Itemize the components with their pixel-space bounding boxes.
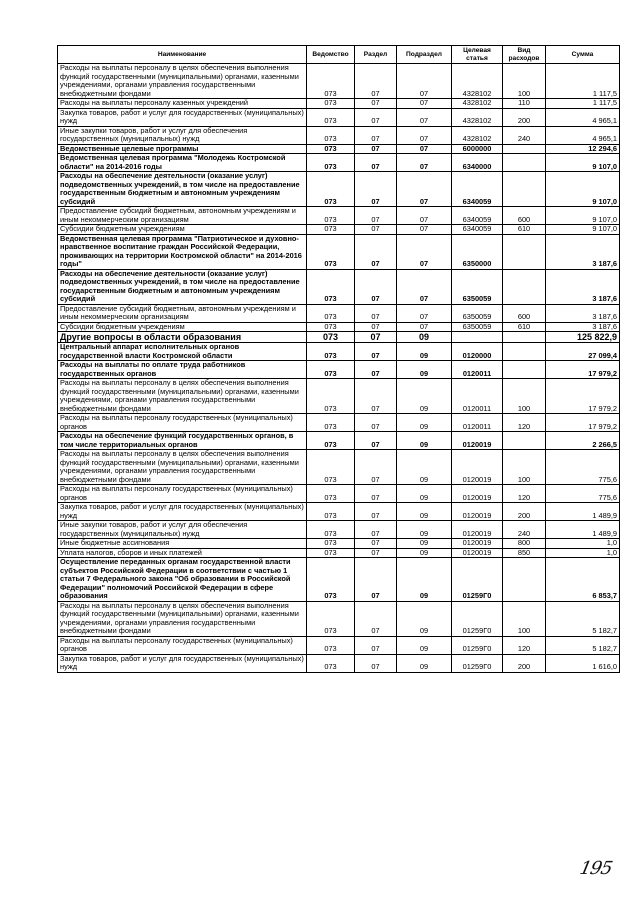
row-subsection: 09 [397, 432, 452, 450]
row-name: Расходы на выплаты персоналу в целях обеспечения выполнения функций государственными (муниципальными) органами, казенными учреждениями, органами управления государственными внебюджетными фондами [58, 379, 307, 414]
row-subsection: 07 [397, 99, 452, 109]
row-subsection: 07 [397, 225, 452, 235]
row-sum: 17 979,2 [546, 414, 620, 432]
header-expense-type: Вид расходов [503, 46, 546, 64]
row-department: 073 [307, 126, 355, 144]
row-section: 07 [355, 636, 397, 654]
row-sum: 125 822,9 [546, 332, 620, 343]
row-subsection: 09 [397, 361, 452, 379]
budget-table [57, 45, 620, 673]
row-name: Субсидии бюджетным учреждениям [58, 322, 307, 332]
header-subsection: Подраздел [397, 46, 452, 64]
row-name: Закупка товаров, работ и услуг для государственных (муниципальных) нужд [58, 108, 307, 126]
row-section: 07 [355, 304, 397, 322]
row-name: Другие вопросы в области образования [58, 332, 307, 343]
row-expense-type [503, 172, 546, 207]
row-sum: 1 117,5 [546, 99, 620, 109]
row-section: 07 [355, 322, 397, 332]
row-sum: 2 266,5 [546, 432, 620, 450]
row-target-article: 0120000 [452, 343, 503, 361]
row-name: Расходы на выплаты по оплате труда работников государственных органов [58, 361, 307, 379]
row-name: Иные закупки товаров, работ и услуг для обеспечения государственных (муниципальных) нужд [58, 521, 307, 539]
row-sum: 1,0 [546, 548, 620, 558]
row-expense-type [503, 361, 546, 379]
row-expense-type: 200 [503, 503, 546, 521]
row-subsection: 07 [397, 64, 452, 99]
row-section: 07 [355, 558, 397, 602]
row-target-article: 0120019 [452, 503, 503, 521]
row-target-article: 01259Г0 [452, 601, 503, 636]
row-department: 073 [307, 144, 355, 154]
row-name: Субсидии бюджетным учреждениям [58, 225, 307, 235]
row-name: Расходы на обеспечение функций государственных органов, в том числе территориальных органов [58, 432, 307, 450]
table-row [58, 414, 620, 432]
row-section: 07 [355, 654, 397, 672]
row-subsection: 07 [397, 126, 452, 144]
header-sum: Сумма [546, 46, 620, 64]
row-department: 073 [307, 636, 355, 654]
row-subsection: 09 [397, 332, 452, 343]
row-department: 073 [307, 304, 355, 322]
row-expense-type: 610 [503, 322, 546, 332]
row-section: 07 [355, 361, 397, 379]
row-target-article: 6340059 [452, 207, 503, 225]
row-sum: 17 979,2 [546, 361, 620, 379]
row-department: 073 [307, 225, 355, 235]
row-name: Ведомственная целевая программа "Молодежь Костромской области" на 2014-2016 годы [58, 154, 307, 172]
table-row [58, 304, 620, 322]
table-row [58, 636, 620, 654]
row-sum: 3 187,6 [546, 322, 620, 332]
row-name: Ведомственные целевые программы [58, 144, 307, 154]
row-name: Закупка товаров, работ и услуг для государственных (муниципальных) нужд [58, 654, 307, 672]
table-row [58, 99, 620, 109]
row-sum: 1 489,9 [546, 521, 620, 539]
row-name: Осуществление переданных органам государственной власти субъектов Российской Федерации в соответствии с частью 1 статьи 7 Федерального закона "Об образовании в Российской Федерации" полномочий Российской Федерации в сфере образования [58, 558, 307, 602]
row-department: 073 [307, 379, 355, 414]
row-target-article: 6350059 [452, 322, 503, 332]
row-target-article: 0120011 [452, 414, 503, 432]
row-name: Иные бюджетные ассигнования [58, 539, 307, 549]
row-name: Расходы на выплаты персоналу государственных (муниципальных) органов [58, 414, 307, 432]
row-department: 073 [307, 539, 355, 549]
table-row [58, 343, 620, 361]
row-section: 07 [355, 432, 397, 450]
row-section: 07 [355, 108, 397, 126]
header-department: Ведомство [307, 46, 355, 64]
row-sum: 9 107,0 [546, 207, 620, 225]
row-name: Расходы на выплаты персоналу казенных учреждений [58, 99, 307, 109]
header-section: Раздел [355, 46, 397, 64]
table-row [58, 154, 620, 172]
row-target-article: 0120019 [452, 450, 503, 485]
table-row [58, 654, 620, 672]
row-target-article: 0120011 [452, 379, 503, 414]
row-subsection: 09 [397, 379, 452, 414]
row-target-article: 4328102 [452, 108, 503, 126]
row-subsection: 09 [397, 636, 452, 654]
row-expense-type [503, 144, 546, 154]
row-name: Предоставление субсидий бюджетным, автономным учреждениям и иным некоммерческим организациям [58, 304, 307, 322]
row-department: 073 [307, 654, 355, 672]
row-department: 073 [307, 485, 355, 503]
table-row [58, 485, 620, 503]
row-subsection: 07 [397, 304, 452, 322]
row-name: Центральный аппарат исполнительных органов государственной власти Костромской области [58, 343, 307, 361]
table-row [58, 207, 620, 225]
row-subsection: 09 [397, 654, 452, 672]
table-row [58, 379, 620, 414]
row-target-article: 0120019 [452, 521, 503, 539]
row-target-article: 6000000 [452, 144, 503, 154]
row-sum: 1 489,9 [546, 503, 620, 521]
row-name: Предоставление субсидий бюджетным, автономным учреждениям и иным некоммерческим организациям [58, 207, 307, 225]
row-sum: 3 187,6 [546, 269, 620, 304]
row-subsection: 09 [397, 485, 452, 503]
table-row [58, 601, 620, 636]
row-section: 07 [355, 601, 397, 636]
row-department: 073 [307, 450, 355, 485]
row-section: 07 [355, 64, 397, 99]
row-expense-type: 200 [503, 654, 546, 672]
row-subsection: 07 [397, 144, 452, 154]
row-expense-type: 100 [503, 64, 546, 99]
row-target-article: 0120019 [452, 539, 503, 549]
row-expense-type: 100 [503, 379, 546, 414]
row-name: Иные закупки товаров, работ и услуг для обеспечения государственных (муниципальных) нужд [58, 126, 307, 144]
row-target-article: 01259Г0 [452, 636, 503, 654]
row-subsection: 07 [397, 322, 452, 332]
header-target-article: Целевая статья [452, 46, 503, 64]
row-sum: 6 853,7 [546, 558, 620, 602]
row-section: 07 [355, 450, 397, 485]
row-department: 073 [307, 269, 355, 304]
row-department: 073 [307, 172, 355, 207]
row-name: Уплата налогов, сборов и иных платежей [58, 548, 307, 558]
row-subsection: 09 [397, 548, 452, 558]
row-expense-type: 600 [503, 207, 546, 225]
row-sum: 5 182,7 [546, 636, 620, 654]
row-target-article: 6340000 [452, 154, 503, 172]
row-sum: 1 117,5 [546, 64, 620, 99]
row-section: 07 [355, 234, 397, 269]
row-subsection: 09 [397, 503, 452, 521]
row-expense-type: 240 [503, 521, 546, 539]
row-expense-type [503, 343, 546, 361]
row-section: 07 [355, 207, 397, 225]
row-sum: 5 182,7 [546, 601, 620, 636]
row-subsection: 09 [397, 521, 452, 539]
table-row [58, 503, 620, 521]
table-row [58, 234, 620, 269]
row-name: Расходы на выплаты персоналу государственных (муниципальных) органов [58, 485, 307, 503]
row-name: Расходы на выплаты персоналу в целях обеспечения выполнения функций государственными (муниципальными) органами, казенными учреждениями, органами управления государственными внебюджетными фондами [58, 64, 307, 99]
row-section: 07 [355, 539, 397, 549]
row-target-article [452, 332, 503, 343]
row-expense-type: 800 [503, 539, 546, 549]
table-row [58, 558, 620, 602]
table-row [58, 64, 620, 99]
row-expense-type: 120 [503, 636, 546, 654]
row-section: 07 [355, 269, 397, 304]
row-expense-type [503, 269, 546, 304]
row-sum: 9 107,0 [546, 225, 620, 235]
row-department: 073 [307, 503, 355, 521]
row-subsection: 09 [397, 450, 452, 485]
table-row [58, 108, 620, 126]
row-sum: 1 616,0 [546, 654, 620, 672]
row-department: 073 [307, 154, 355, 172]
row-name: Расходы на обеспечение деятельности (оказание услуг) подведомственных учреждений, в том числе на предоставление государственным бюджетным и автономным учреждениям субсидий [58, 172, 307, 207]
row-section: 07 [355, 414, 397, 432]
table-row [58, 521, 620, 539]
row-sum: 3 187,6 [546, 304, 620, 322]
row-sum: 17 979,2 [546, 379, 620, 414]
row-expense-type: 100 [503, 601, 546, 636]
row-subsection: 09 [397, 343, 452, 361]
row-expense-type [503, 332, 546, 343]
row-expense-type: 120 [503, 414, 546, 432]
row-department: 073 [307, 432, 355, 450]
row-department: 073 [307, 108, 355, 126]
row-department: 073 [307, 343, 355, 361]
header-name: Наименование [58, 46, 307, 64]
row-subsection: 07 [397, 108, 452, 126]
row-department: 073 [307, 601, 355, 636]
row-subsection: 07 [397, 154, 452, 172]
row-section: 07 [355, 503, 397, 521]
table-row [58, 450, 620, 485]
row-subsection: 09 [397, 601, 452, 636]
table-row [58, 361, 620, 379]
row-section: 07 [355, 548, 397, 558]
table-row [58, 269, 620, 304]
row-target-article: 6350059 [452, 269, 503, 304]
row-department: 073 [307, 99, 355, 109]
row-target-article: 0120019 [452, 548, 503, 558]
row-name: Расходы на выплаты персоналу в целях обеспечения выполнения функций государственными (муниципальными) органами, казенными учреждениями, органами управления государственными внебюджетными фондами [58, 601, 307, 636]
row-sum: 4 965,1 [546, 126, 620, 144]
table-row [58, 332, 620, 343]
row-name: Расходы на выплаты персоналу в целях обеспечения выполнения функций государственными (муниципальными) органами, казенными учреждениями, органами управления государственными внебюджетными фондами [58, 450, 307, 485]
row-department: 073 [307, 361, 355, 379]
row-department: 073 [307, 207, 355, 225]
row-target-article: 4328102 [452, 64, 503, 99]
row-sum: 1,0 [546, 539, 620, 549]
table-row [58, 539, 620, 549]
row-department: 073 [307, 322, 355, 332]
table-row [58, 432, 620, 450]
row-expense-type [503, 234, 546, 269]
row-section: 07 [355, 332, 397, 343]
row-target-article: 4328102 [452, 126, 503, 144]
table-row [58, 322, 620, 332]
row-name: Расходы на обеспечение деятельности (оказание услуг) подведомственных учреждений, в том числе на предоставление государственным бюджетным и автономным учреждениям субсидий [58, 269, 307, 304]
row-sum: 4 965,1 [546, 108, 620, 126]
row-expense-type: 610 [503, 225, 546, 235]
row-subsection: 09 [397, 558, 452, 602]
row-subsection: 07 [397, 172, 452, 207]
row-target-article: 0120019 [452, 485, 503, 503]
row-sum: 9 107,0 [546, 172, 620, 207]
table-row [58, 126, 620, 144]
row-section: 07 [355, 154, 397, 172]
row-expense-type: 100 [503, 450, 546, 485]
row-sum: 3 187,6 [546, 234, 620, 269]
row-subsection: 09 [397, 539, 452, 549]
row-department: 073 [307, 64, 355, 99]
row-department: 073 [307, 548, 355, 558]
table-body [58, 64, 620, 673]
row-expense-type [503, 432, 546, 450]
row-sum: 27 099,4 [546, 343, 620, 361]
row-name: Закупка товаров, работ и услуг для государственных (муниципальных) нужд [58, 503, 307, 521]
row-sum: 775,6 [546, 485, 620, 503]
row-section: 07 [355, 379, 397, 414]
row-section: 07 [355, 99, 397, 109]
row-name: Расходы на выплаты персоналу государственных (муниципальных) органов [58, 636, 307, 654]
row-department: 073 [307, 558, 355, 602]
row-expense-type [503, 558, 546, 602]
table-row [58, 225, 620, 235]
row-expense-type: 850 [503, 548, 546, 558]
row-sum: 775,6 [546, 450, 620, 485]
row-subsection: 07 [397, 234, 452, 269]
row-target-article: 0120011 [452, 361, 503, 379]
table-row [58, 172, 620, 207]
row-section: 07 [355, 485, 397, 503]
row-expense-type: 200 [503, 108, 546, 126]
row-name: Ведомственная целевая программа "Патриотическое и духовно-нравственное воспитание граждан Российской Федерации, проживающих на территории Костромской области" на 2014-2016 годы" [58, 234, 307, 269]
row-target-article: 6340059 [452, 225, 503, 235]
row-expense-type: 110 [503, 99, 546, 109]
row-target-article: 6340059 [452, 172, 503, 207]
row-target-article: 6350000 [452, 234, 503, 269]
row-sum: 9 107,0 [546, 154, 620, 172]
row-target-article: 01259Г0 [452, 654, 503, 672]
row-section: 07 [355, 521, 397, 539]
row-target-article: 0120019 [452, 432, 503, 450]
row-expense-type [503, 154, 546, 172]
row-subsection: 07 [397, 269, 452, 304]
page-number: 195 [577, 858, 614, 879]
row-sum: 12 294,6 [546, 144, 620, 154]
row-department: 073 [307, 332, 355, 343]
row-expense-type: 120 [503, 485, 546, 503]
row-subsection: 07 [397, 207, 452, 225]
row-target-article: 6350059 [452, 304, 503, 322]
table-header-row [58, 46, 620, 64]
row-subsection: 09 [397, 414, 452, 432]
row-section: 07 [355, 225, 397, 235]
row-section: 07 [355, 172, 397, 207]
row-department: 073 [307, 234, 355, 269]
row-target-article: 4328102 [452, 99, 503, 109]
row-section: 07 [355, 144, 397, 154]
row-section: 07 [355, 126, 397, 144]
row-expense-type: 240 [503, 126, 546, 144]
row-department: 073 [307, 414, 355, 432]
row-section: 07 [355, 343, 397, 361]
row-expense-type: 600 [503, 304, 546, 322]
row-department: 073 [307, 521, 355, 539]
row-target-article: 01259Г0 [452, 558, 503, 602]
